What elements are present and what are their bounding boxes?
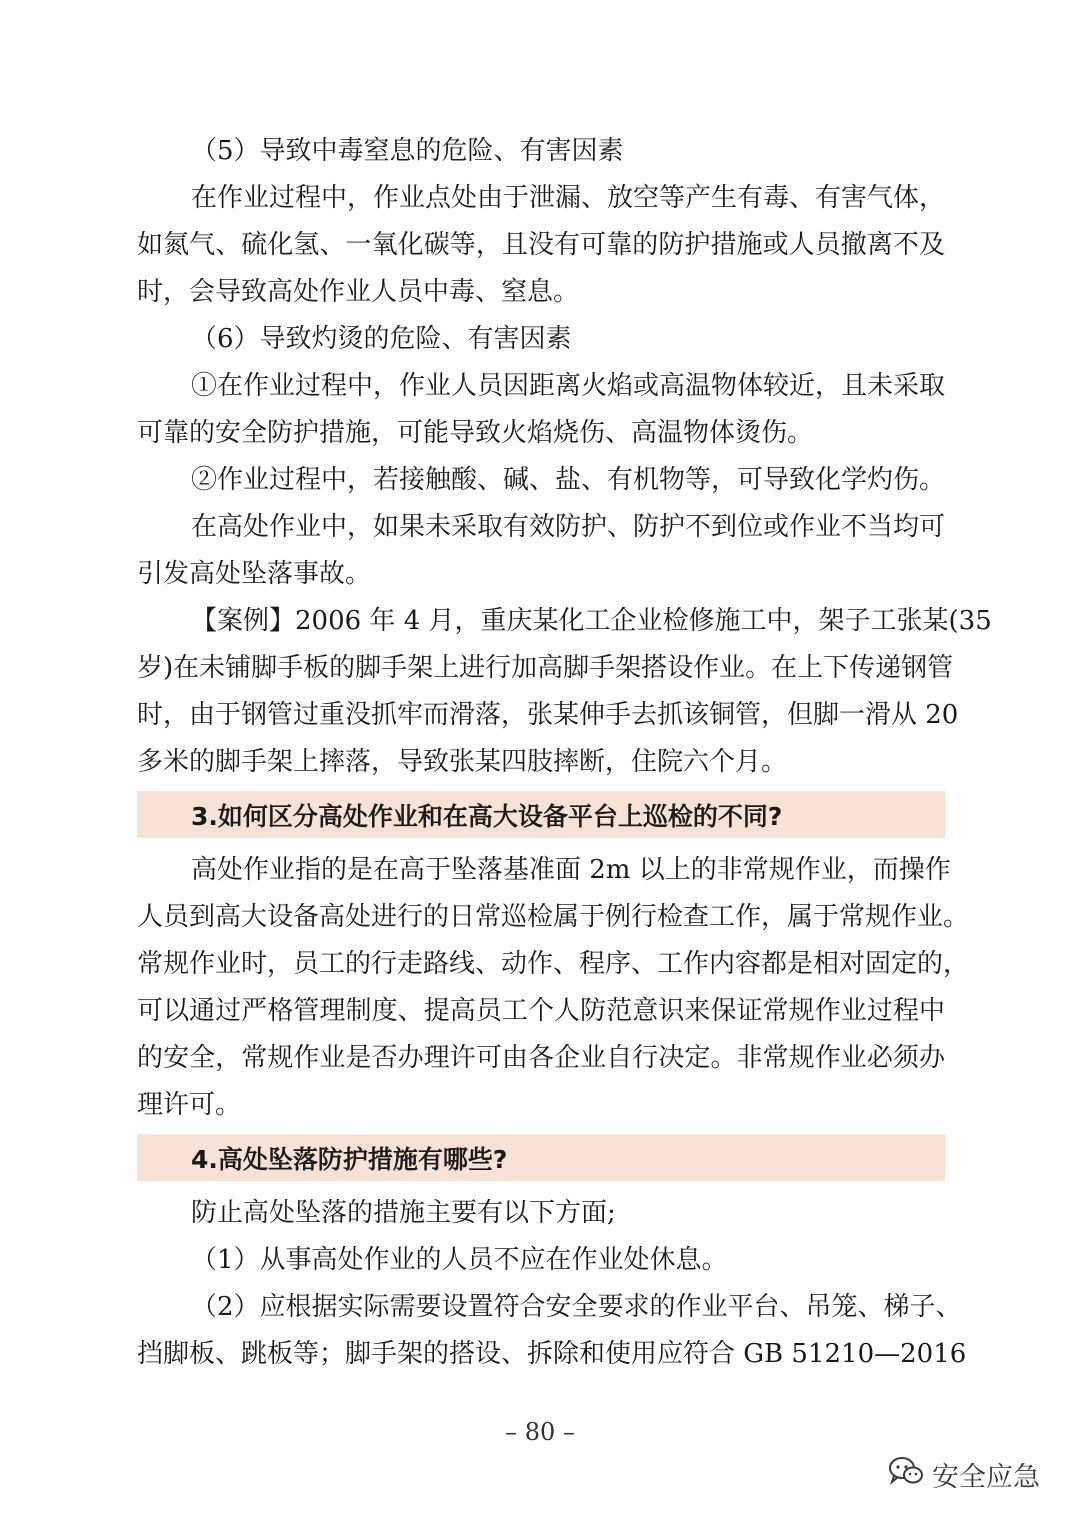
paragraph-line: 常规作业时，员工的行走路线、动作、程序、工作内容都是相对固定的， (137, 949, 970, 979)
paragraph-line: 的安全，常规作业是否办理许可由各企业自行决定。非常规作业必须办 (137, 1043, 945, 1073)
case-paragraph-line: 【案例】2006 年 4 月，重庆某化工企业检修施工中，架子工张某(35 (191, 606, 992, 636)
list-item: （1）从事高处作业的人员不应在作业处休息。 (191, 1245, 728, 1275)
paragraph-line: 在作业过程中，作业点处由于泄漏、放空等产生有毒、有害气体， (191, 183, 946, 213)
page-content (137, 128, 992, 1378)
paragraph-line: 可以通过严格管理制度、提高员工个人防范意识来保证常规作业过程中 (137, 996, 945, 1026)
paragraph-line: 可靠的安全防护措施，可能导致火焰烧伤、高温物体烫伤。 (137, 418, 814, 448)
case-paragraph-line: 多米的脚手架上摔落，导致张某四肢摔断，住院六个月。 (137, 747, 788, 777)
list-item: （2）应根据实际需要设置符合安全要求的作业平台、吊笼、梯子、 (191, 1292, 962, 1322)
paragraph-line: 引发高处坠落事故。 (137, 559, 372, 589)
case-paragraph-line: 岁)在未铺脚手板的脚手架上进行加高脚手架搭设作业。在上下传递钢管 (137, 653, 954, 683)
paragraph-line: 挡脚板、跳板等；脚手架的搭设、拆除和使用应符合 GB 51210—2016 (137, 1339, 967, 1369)
paragraph-line: 防止高处坠落的措施主要有以下方面; (191, 1198, 616, 1228)
paragraph-line: 人员到高大设备高处进行的日常巡检属于例行检查工作，属于常规作业。 (137, 902, 970, 932)
watermark-text: 安全应急 (932, 1462, 1040, 1493)
paragraph-line: 在高处作业中，如果未采取有效防护、防护不到位或作业不当均可 (191, 512, 946, 542)
paragraph-line: ②作业过程中，若接触酸、碱、盐、有机物等，可导致化学灼伤。 (191, 465, 946, 495)
sub-heading-6: （6）导致灼烫的危险、有害因素 (191, 324, 572, 354)
paragraph-line: 理许可。 (137, 1090, 242, 1120)
paragraph-line: 高处作业指的是在高于坠落基准面 2m 以上的非常规作业，而操作 (191, 855, 951, 885)
paragraph-line: 时，会导致高处作业人员中毒、窒息。 (137, 277, 580, 307)
watermark (888, 1455, 1040, 1494)
case-paragraph-line: 时，由于钢管过重没抓牢而滑落，张某伸手去抓该铜管，但脚一滑从 20 (137, 700, 959, 730)
paragraph-line: ①在作业过程中，作业人员因距离火焰或高温物体较近，且未采取 (191, 371, 946, 401)
page-number: – 80 – (505, 1418, 575, 1446)
section-heading-4: 4.高处坠落防护措施有哪些? (137, 1134, 945, 1181)
sub-heading-5: （5）导致中毒窒息的危险、有害因素 (191, 136, 624, 166)
paragraph-line: 如氮气、硫化氢、一氧化碳等，且没有可靠的防护措施或人员撤离不及 (137, 230, 945, 260)
section-heading-3: 3.如何区分高处作业和在高大设备平台上巡检的不同? (137, 791, 945, 838)
wechat-icon (888, 1456, 924, 1493)
